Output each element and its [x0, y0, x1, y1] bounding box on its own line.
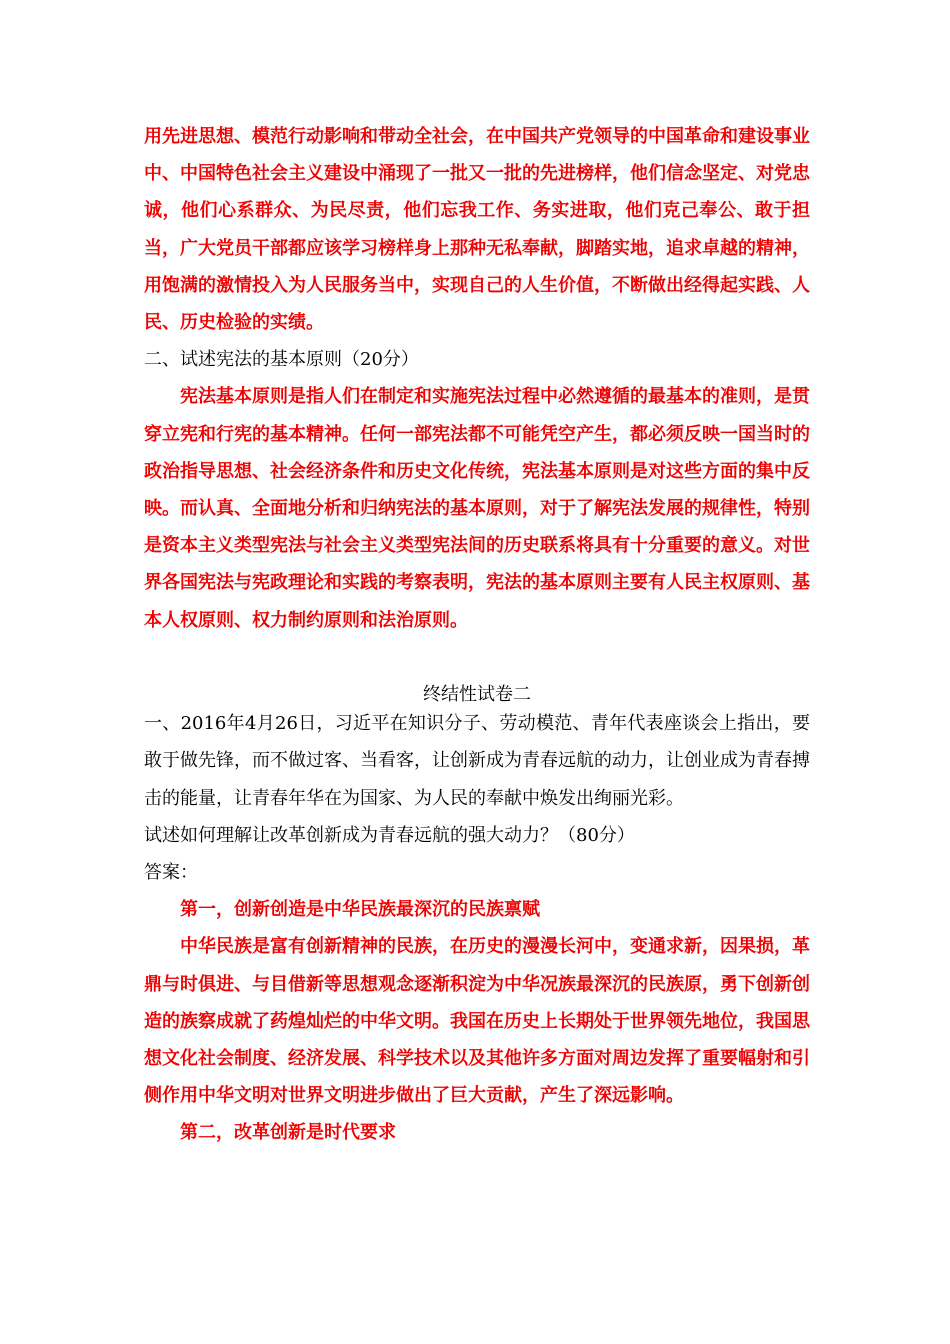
document-page	[144, 118, 810, 1152]
question-1-prompt: 试述如何理解让改革创新成为青春远航的强大动力？（80分）	[144, 824, 635, 846]
question-2: 二、试述宪法的基本原则（20分）	[144, 349, 419, 371]
answer-label: 答案：	[144, 862, 198, 884]
section-spacer	[144, 639, 810, 676]
question-1-text: 一、2016年4月26日，习近平在知识分子、劳动模范、青年代表座谈会上指出，要敢于做先锋，而不做过客、当看客，让创新成为青春远航的动力，让创业成为青春搏击的能量，让青春年华在为国家、为人民的奉献中焕发出绚丽光彩。	[144, 713, 810, 809]
point-2-heading: 第二，改革创新是时代要求	[180, 1122, 396, 1144]
answer-paragraph-2: 宪法基本原则是指人们在制定和实施宪法过程中必然遵循的最基本的准则，是贯穿立宪和行宪的基本精神。任何一部宪法都不可能凭空产生，都必须反映一国当时的政治指导思想、社会经济条件和历史文化传统，宪法基本原则是对这些方面的集中反映。而认真、全面地分析和归纳宪法的基本原则，对于了解宪法发展的规律性，特别是资本主义类型宪法与社会主义类型宪法间的历史联系将具有十分重要的意义。对世界各国宪法与宪政理论和实践的考察表明，宪法的基本原则主要有人民主权原则、基本人权原则、权力制约原则和法治原则。	[144, 386, 810, 631]
answer-paragraph-1: 用先进思想、模范行动影响和带动全社会，在中国共产党领导的中国革命和建设事业中、中国特色社会主义建设中涌现了一批又一批的先进榜样，他们信念坚定、对党忠诚，他们心系群众、为民尽责，他们忘我工作、务实进取，他们克己奉公、敢于担当，广大党员干部都应该学习榜样身上那种无私奉献，脚踏实地，追求卓越的精神，用饱满的激情投入为人民服务当中，实现自己的人生价值，不断做出经得起实践、人民、历史检验的实绩。	[144, 126, 810, 334]
point-1-paragraph: 中华民族是富有创新精神的民族，在历史的漫漫长河中，变通求新，因果损，革鼎与时俱进、与目借新等思想观念逐渐积淀为中华况族最深沉的民族原，勇下创新创造的族察成就了药煌灿烂的中华文明。我国在历史上长期处于世界领先地位，我国思想文化社会制度、经济发展、科学技术以及其他许多方面对周边发挥了重要幅射和引侧作用中华文明对世界文明进步做出了巨大贡献，产生了深远影响。	[144, 936, 810, 1107]
section-title: 终结性试卷二	[423, 684, 531, 706]
point-1-heading: 第一，创新创造是中华民族最深沉的民族禀赋	[180, 899, 540, 921]
